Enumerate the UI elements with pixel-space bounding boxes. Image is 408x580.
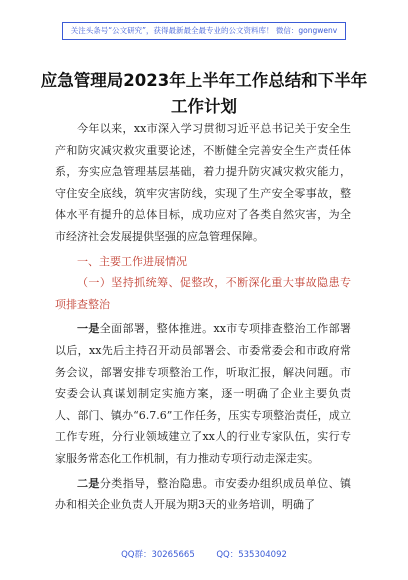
promo-banner: 关注头条号“公文研究”，获得最新最全最专业的公文资料库！ 微信：gongwenv xyxy=(62,22,346,40)
section-heading: 一、主要工作进展情况 xyxy=(77,254,187,268)
paragraph-lead: 一是 xyxy=(77,322,100,336)
subsection-heading: （一）坚持抓统筹、促整改，不断深化重大事故隐患专项排查整治 xyxy=(55,276,351,311)
body-paragraph-2 xyxy=(55,473,351,516)
body-paragraph-1 xyxy=(55,318,351,469)
document-body xyxy=(55,118,351,516)
paragraph-lead: 二是 xyxy=(77,476,100,490)
intro-paragraph: 今年以来，xx市深入学习贯彻习近平总书记关于安全生产和防灾减灾救灾重要论述，不断健全完善安全生产责任体系，夯实应急管理基层基础，着力提升防灾减灾救灾能力，守住安全底线，筑牢灾害防线，实现了生产安全零事故，整体水平有提升的总体目标，成功应对了各类自然灾害，为全市经济社会发展提供坚强的应急管理保障。 xyxy=(55,122,351,243)
paragraph-text: 分类指导，整治隐患。市安委办组织成员单位、镇办和相关企业负责人开展为期3天的业务培训，明确了 xyxy=(55,476,352,512)
document-title: 应急管理局2023年上半年工作总结和下半年工作计划 xyxy=(40,71,368,116)
contact-footer: QQ群：30265665 QQ：535304092 xyxy=(121,550,287,560)
paragraph-text: 全面部署，整体推进。xx市专项排查整治工作部署以后，xx先后主持召开动员部署会、市委常委会和市政府常务会议，部署安排专项整治工作，听取汇报，解决问题。市安委会认真谋划制定实施方案，逐一明确了企业主要负责人、部门、镇办“6.7.6”工作任务，压实专项整治责任，成立工作专班，分行业领域建立了xx人的行业专家队伍，实行专家服务常态化工作机制，有力推动专项行动走深走实。 xyxy=(55,322,352,465)
